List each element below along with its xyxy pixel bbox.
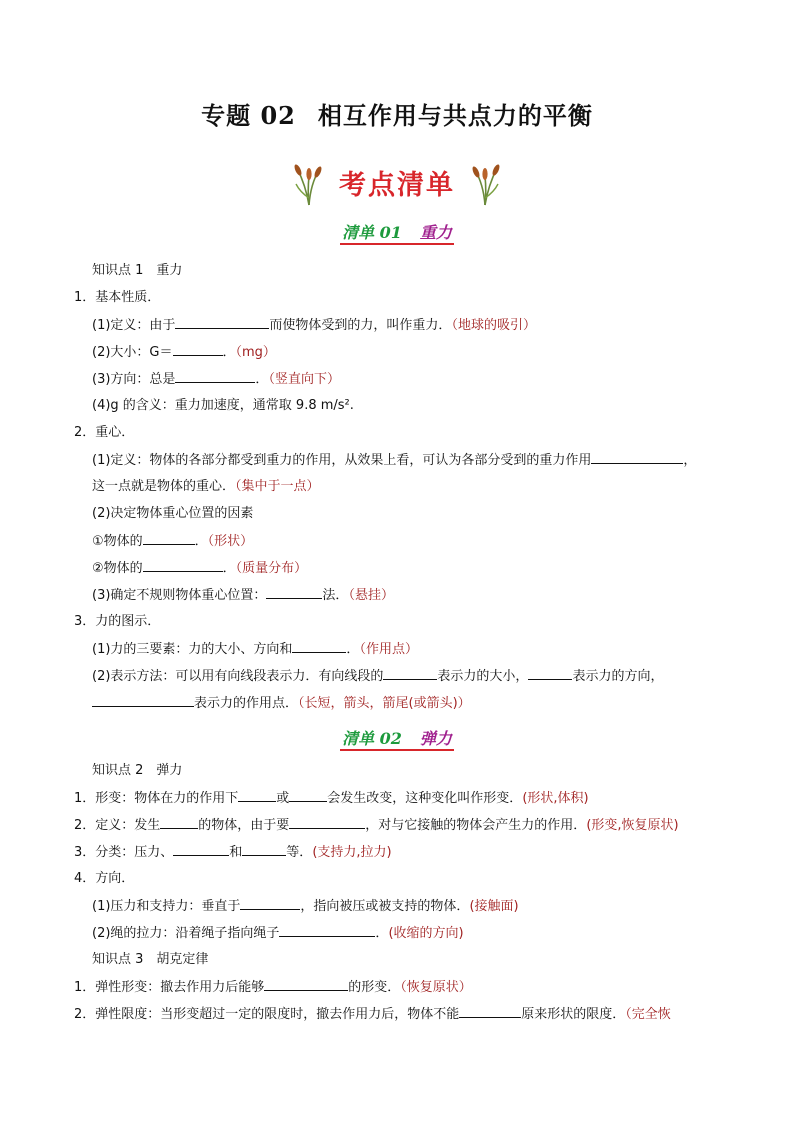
text-line: (1)定义：由于 而使物体受到的力，叫作重力．（地球的吸引） bbox=[92, 318, 536, 333]
text-line: 这一点就是物体的重心．（集中于一点） bbox=[92, 479, 320, 494]
text-line: (2)表示方法：可以用有向线段表示力．有向线段的 表示力的大小， 表示力的方向， bbox=[92, 669, 664, 684]
text-line: 1．弹性形变：撤去作用力后能够 的形变．（恢复原状） bbox=[74, 980, 472, 995]
section-heading-1: 清单 01 重力 bbox=[0, 220, 794, 243]
page-title: 专题 02 相互作用与共点力的平衡 bbox=[201, 101, 593, 130]
text-line: 1．形变：物体在力的作用下 或 会发生改变，这种变化叫作形变．(形状,体积) bbox=[74, 791, 589, 806]
text-line: (1)定义：物体的各部分都受到重力的作用，从效果上看，可认为各部分受到的重力作用 ， bbox=[92, 453, 697, 468]
text-line: (2)决定物体重心位置的因素 bbox=[92, 506, 254, 521]
text-line: 3．分类：压力、 和 等．(支持力,拉力) bbox=[74, 845, 392, 860]
item-heading: 1．基本性质． bbox=[74, 290, 161, 305]
item-heading: 4．方向． bbox=[74, 871, 135, 886]
text-line: 表示力的作用点．（长短，箭头，箭尾(或箭头)） bbox=[92, 694, 471, 713]
reed-right-icon bbox=[469, 158, 501, 206]
text-line: ①物体的 ．（形状） bbox=[92, 534, 254, 549]
text-line: 2．定义：发生 的物体，由于要 ，对与它接触的物体会产生力的作用．(形变,恢复原状) bbox=[74, 818, 679, 833]
text-line: (3)方向：总是 ．（竖直向下） bbox=[92, 372, 340, 387]
text-line: (4)g 的含义：重力加速度，通常取 9.8 m/s². bbox=[92, 398, 354, 413]
knowledge-point-2: 知识点 2 弹力 bbox=[92, 763, 183, 778]
item-heading: 2．重心． bbox=[74, 425, 135, 440]
text-line: (1)压力和支持力：垂直于 ，指向被压或被支持的物体．(接触面) bbox=[92, 899, 519, 914]
text-line: (2)绳的拉力：沿着绳子指向绳子 ．(收缩的方向) bbox=[92, 926, 464, 941]
item-heading: 3．力的图示． bbox=[74, 614, 161, 629]
banner bbox=[0, 158, 794, 208]
text-line: 2．弹性限度：当形变超过一定的限度时，撤去作用力后，物体不能 原来形状的限度．（完全恢 bbox=[74, 1007, 671, 1022]
section-heading-2: 清单 02 弹力 bbox=[0, 726, 794, 749]
text-line: (2)大小：G＝ ．（mg） bbox=[92, 345, 276, 360]
text-line: (1)力的三要素：力的大小、方向和 ．（作用点） bbox=[92, 642, 418, 657]
knowledge-point-1: 知识点 1 重力 bbox=[92, 263, 183, 278]
reed-left-icon bbox=[293, 158, 325, 206]
knowledge-point-3: 知识点 3 胡克定律 bbox=[92, 952, 209, 967]
text-line: (3)确定不规则物体重心位置： 法．（悬挂） bbox=[92, 588, 394, 603]
banner-title: 考点清单 bbox=[339, 169, 455, 201]
text-line: ②物体的 ．（质量分布） bbox=[92, 561, 308, 576]
